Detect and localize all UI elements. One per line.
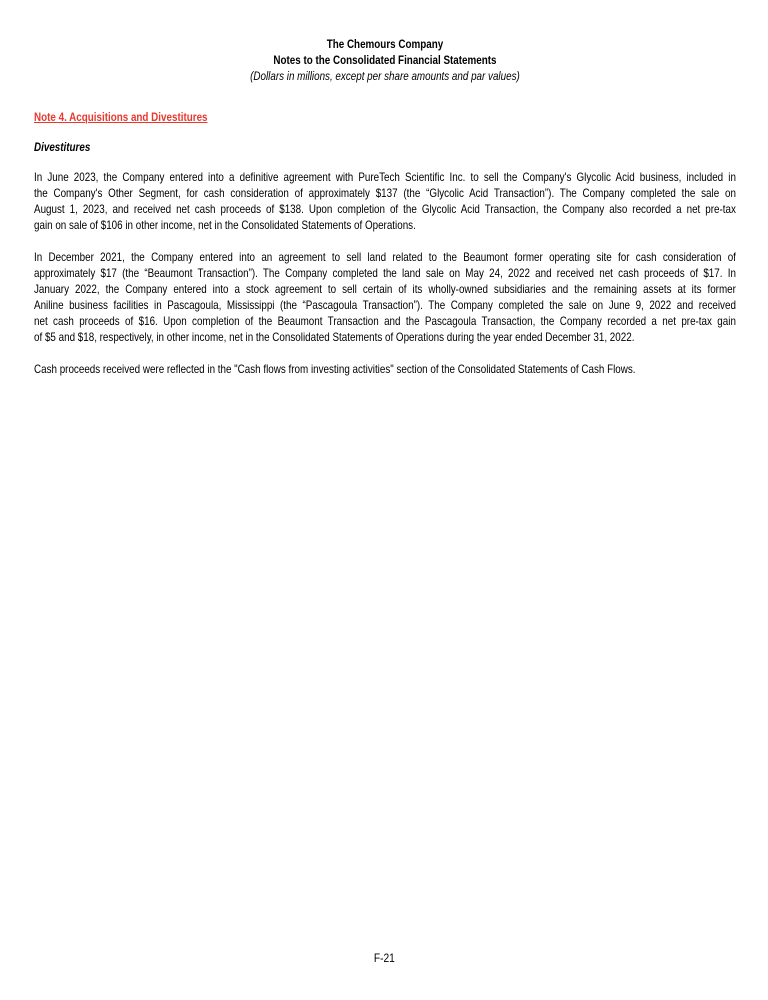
document-subtitle: (Dollars in millions, except per share amounts and par values): [250, 69, 520, 83]
text-line: Aniline business facilities in Pascagoula, Mississippi (the “Pascagoula Transaction”). The Company completed the sale on June 9, 2022 and received: [34, 298, 736, 312]
note-heading: [34, 110, 736, 124]
text-line: January 2022, the Company entered into a stock agreement to sell certain of its wholly-owned subsidiaries and the remaining assets at its former: [34, 282, 736, 296]
text-line: net cash proceeds of $16. Upon completion of the Beaumont Transaction and the Pascagoula Transaction, the Company recorded a net pre-tax gain: [34, 314, 736, 328]
paragraph-cash-proceeds: [34, 361, 736, 377]
company-name: The Chemours Company: [326, 37, 444, 51]
text-line: In December 2021, the Company entered into an agreement to sell land related to the Beaumont former operating site for cash consideration of: [34, 250, 736, 264]
text-line: August 1, 2023, and received net cash proceeds of $138. Upon completion of the Glycolic Acid Transaction, the Company also recorded a net pre-tax: [34, 202, 736, 216]
text-line: gain on sale of $106 in other income, net in the Consolidated Statements of Operations.: [34, 218, 416, 232]
page-number: F-21: [373, 951, 395, 965]
text-line: of $5 and $18, respectively, in other income, net in the Consolidated Statements of Operations during the year ended December 31, 2022.: [34, 330, 635, 344]
document-header: [34, 36, 736, 84]
text-line: In June 2023, the Company entered into a definitive agreement with PureTech Scientific Inc. to sell the Company's Glycolic Acid business, included in: [34, 170, 736, 184]
section-heading: Divestitures: [34, 140, 91, 154]
document-title: Notes to the Consolidated Financial Statements: [273, 53, 497, 67]
page-footer: [0, 951, 768, 965]
paragraph-glycolic: [34, 169, 736, 233]
text-line: Cash proceeds received were reflected in the "Cash flows from investing activities" section of the Consolidated Statements of Cash Flows.: [34, 362, 636, 376]
paragraph-beaumont-pascagoula: [34, 249, 736, 345]
note-heading-text: Note 4. Acquisitions and Divestitures: [34, 110, 208, 124]
text-line: approximately $17 (the “Beaumont Transaction”). The Company completed the land sale on May 24, 2022 and received net cash proceeds of $17. In: [34, 266, 736, 280]
text-line: the Company's Other Segment, for cash consideration of approximately $137 (the “Glycolic Acid Transaction”). The Company completed the sale on: [34, 186, 736, 200]
